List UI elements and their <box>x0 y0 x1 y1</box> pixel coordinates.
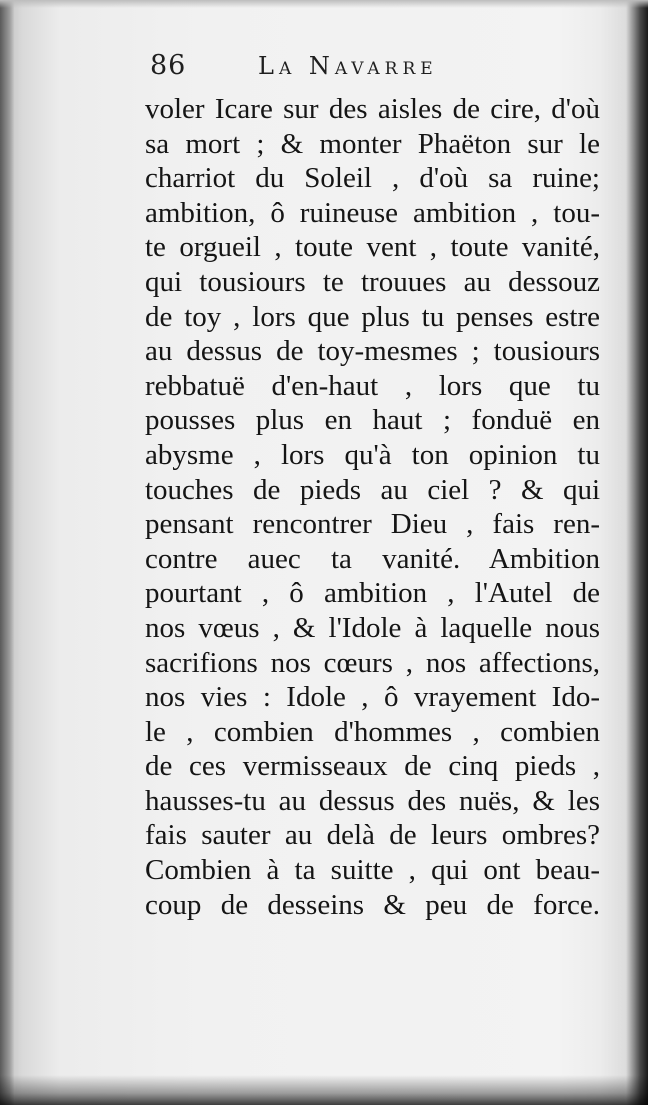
page-header <box>150 50 600 90</box>
text-line: de ces vermisseaux de cinq pieds , <box>145 750 600 783</box>
text-line: pousses plus en haut ; fonduë en <box>145 404 600 437</box>
text-line: au dessus de toy-mesmes ; tousiours <box>145 335 600 368</box>
text-line: pensant rencontrer Dieu , fais ren- <box>145 508 600 541</box>
text-line: nos vœus , & l'Idole à laquelle nous <box>145 611 600 644</box>
text-line: hausses-tu au dessus des nuës, & les <box>145 784 600 817</box>
text-line: abysme , lors qu'à ton opinion tu <box>145 438 600 471</box>
text-line: rebbatuë d'en-haut , lors que tu <box>145 369 600 402</box>
text-line: fais sauter au delà de leurs ombres? <box>145 819 600 852</box>
text-line: sacrifions nos cœurs , nos affections, <box>145 646 600 679</box>
text-line: contre auec ta vanité. Ambition <box>145 542 600 575</box>
text-line: de toy , lors que plus tu penses estre <box>145 300 600 333</box>
text-line: le , combien d'hommes , combien <box>145 715 600 748</box>
text-line: Combien à ta suitte , qui ont beau- <box>145 854 600 887</box>
page-bottom-shadow <box>0 1075 648 1105</box>
page-top-edge <box>0 0 648 8</box>
page-number: 86 <box>150 50 187 81</box>
running-head: La Navarre <box>258 52 438 80</box>
text-line: qui tousiours te trouues au dessouz <box>145 265 600 298</box>
text-line: voler Icare sur des aisles de cire, d'où <box>145 93 600 125</box>
text-line: pourtant , ô ambition , l'Autel de <box>145 577 600 610</box>
text-line: ambition, ô ruineuse ambition , tou- <box>145 196 600 229</box>
body-text <box>145 92 600 922</box>
text-line: charriot du Soleil , d'où sa ruine; <box>145 162 600 195</box>
text-line: touches de pieds au ciel ? & qui <box>145 473 600 506</box>
text-line: nos vies : Idole , ô vrayement Ido- <box>145 681 600 714</box>
text-line: te orgueil , toute vent , toute vanité, <box>145 231 600 264</box>
text-line: sa mort ; & monter Phaëton sur le <box>145 127 600 160</box>
text-line: coup de desseins & peu de force. <box>145 888 600 921</box>
page-gutter <box>0 0 14 1105</box>
